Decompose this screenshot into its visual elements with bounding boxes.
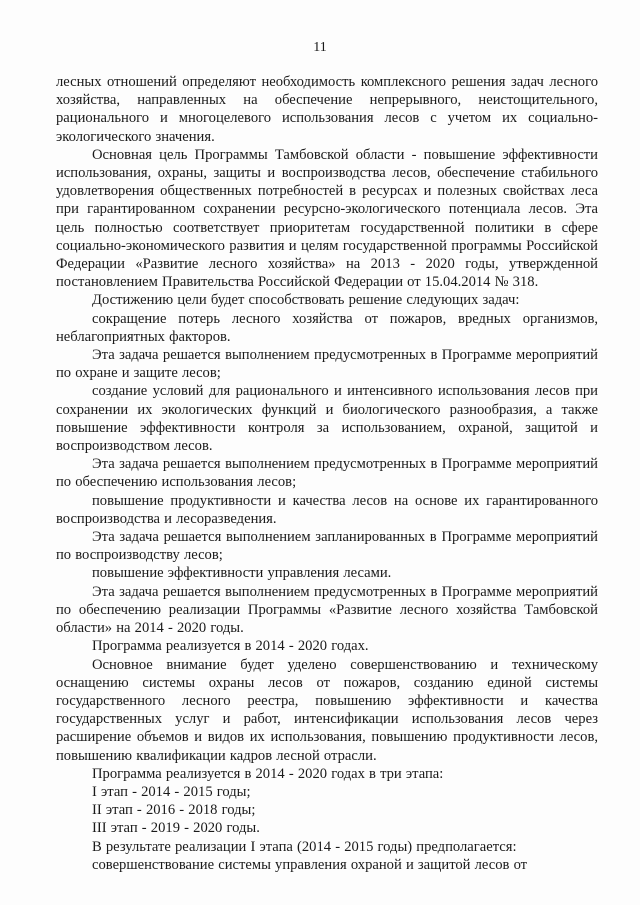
paragraph-main-focus: Основное внимание будет уделено совершенствованию и техническому оснащению системы охраны лесов от пожаров, созданию единой системы государственного лесного реестра, повышению эффективности и качества государственных услуг и работ, интенсификации использования лесов через расширение объемов и видов их использования, повышению продуктивности лесов, повышению квалификации кадров лесной отрасли. [56,656,598,764]
paragraph-stage-1-results: В результате реализации I этапа (2014 - 2015 годы) предполагается: [92,838,517,855]
paragraph-task-solution-use: Эта задача решается выполнением предусмотренных в Программе мероприятий по обеспечению использования лесов; [56,456,598,491]
paragraph-task-solution-implementation: Эта задача решается выполнением предусмотренных в Программе мероприятий по обеспечению реализации Программы «Развитие лесного хозяйства Тамбовской области» на 2014 - 2020 годы. [56,583,598,637]
page-number: 11 [313,40,327,55]
paragraph-tasks-intro: Достижению цели будет способствовать решение следующих задач: [92,292,520,309]
paragraph-task-solution-protection: Эта задача решается выполнением предусмотренных в Программе мероприятий по охране и защите лесов; [56,347,598,382]
paragraph-task-management: повышение эффективности управления лесами. [92,565,392,582]
paragraph-program-goal: Основная цель Программы Тамбовской области - повышение эффективности использования, охраны, защиты и воспроизводства лесов, обеспечение стабильного удовлетворения общественных потребностей в ресурсах и полезных свойствах леса при гарантированном сохранении ресурсно-экологического потенциала лесов. Эта цель полностью соответствует приоритетам государственной политики в сфере социально-экономического развития и целям государственной программы Российской Федерации «Развитие лесного хозяйства» на 2013 - 2020 годы, утвержденной постановлением Правительства Российской Федерации от 15.04.2014 № 318. [56,146,598,291]
paragraph-forest-relations: лесных отношений определяют необходимость комплексного решения задач лесного хозяйства, направленных на обеспечение непрерывного, неистощительного, рационального и многоцелевого использования лесов с учетом их социально-экологического значения. [56,74,598,145]
paragraph-stage-3: III этап - 2019 - 2020 годы. [92,820,260,837]
paragraph-program-period: Программа реализуется в 2014 - 2020 годах. [92,638,369,655]
paragraph-stages-intro: Программа реализуется в 2014 - 2020 годах в три этапа: [92,765,444,782]
paragraph-stage-2: II этап - 2016 - 2018 годы; [92,802,256,819]
paragraph-task-reduce-losses: сокращение потерь лесного хозяйства от пожаров, вредных организмов, неблагоприятных факторов. [56,310,598,345]
paragraph-task-solution-reproduction: Эта задача решается выполнением запланированных в Программе мероприятий по воспроизводству лесов; [56,529,598,564]
paragraph-task-productivity: повышение продуктивности и качества лесов на основе их гарантированного воспроизводства и лесоразведения. [56,492,598,527]
paragraph-management-improvement: совершенствование системы управления охраной и защитой лесов от [92,856,528,873]
paragraph-stage-1: I этап - 2014 - 2015 годы; [92,783,251,800]
document-body [56,73,598,874]
paragraph-task-rational-use: создание условий для рационального и интенсивного использования лесов при сохранении их экологических функций и биологического разнообразия, а также повышение эффективности контроля за использованием, охраной, защитой и воспроизводством лесов. [56,383,598,455]
